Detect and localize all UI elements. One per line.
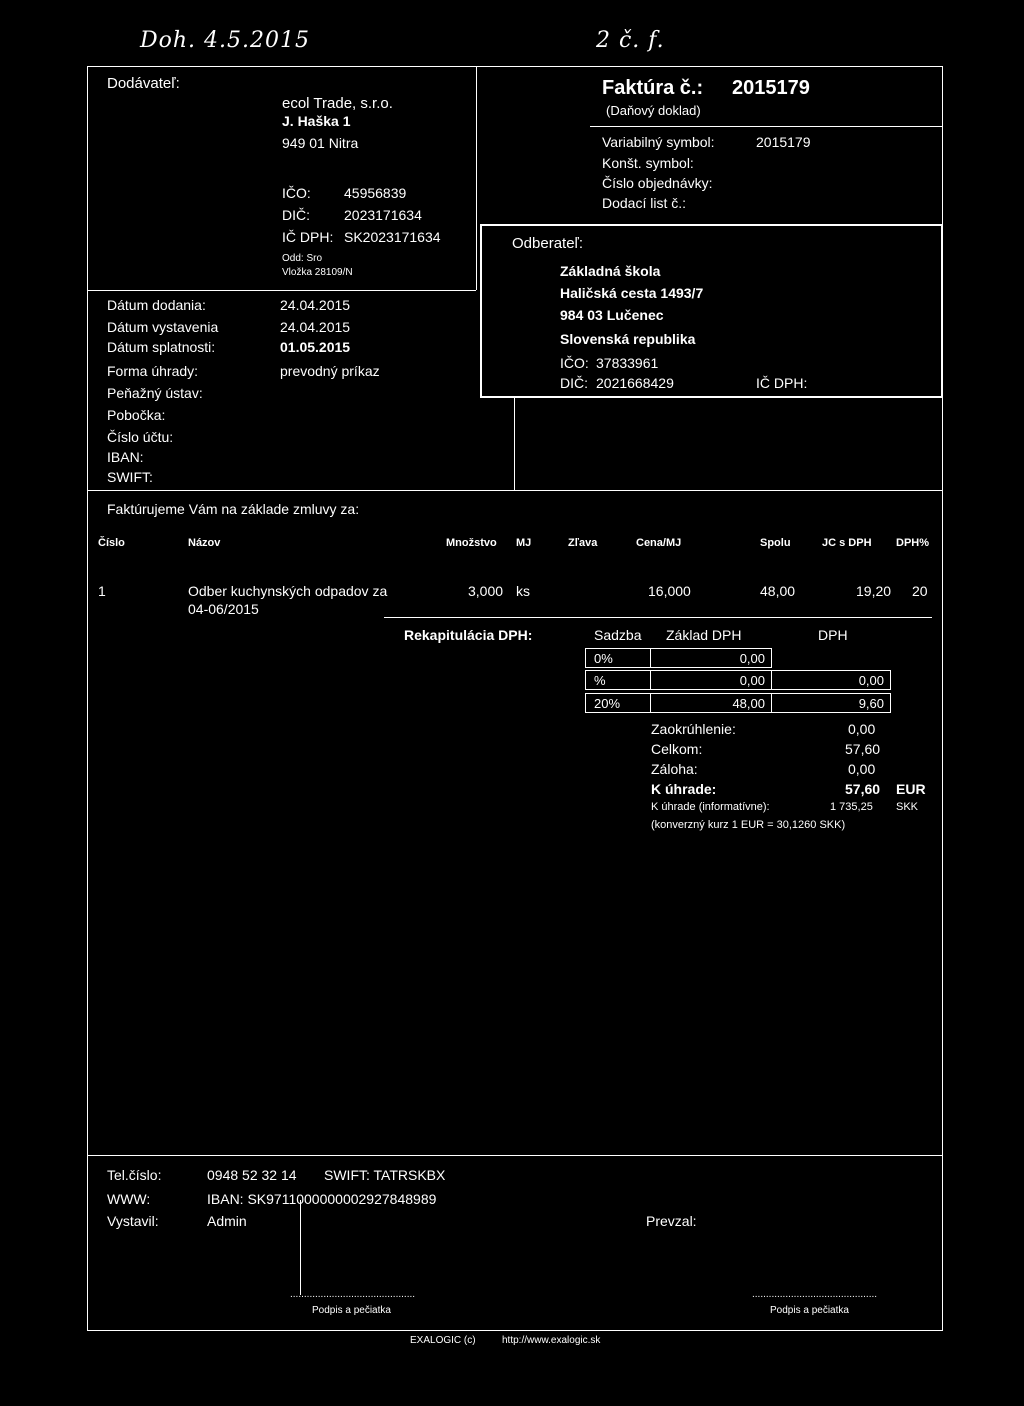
intro-text: Faktúrujeme Vám na základe zmluvy za: (107, 501, 360, 517)
due-date-label: Dátum splatnosti: (107, 339, 216, 355)
rounding-label: Zaokrúhlenie: (651, 721, 736, 737)
supplier-street: J. Haška 1 (282, 113, 351, 129)
software-company: EXALOGIC (c) (410, 1335, 476, 1346)
vs-label: Variabilný symbol: (602, 134, 715, 150)
recap-rate-cell (585, 648, 651, 668)
row-vat-pct: 20 (912, 583, 928, 599)
customer-city: 984 03 Lučenec (560, 307, 664, 323)
rounding-value: 0,00 (848, 721, 876, 737)
issued-by-label: Vystavil: (107, 1213, 159, 1229)
phone-value: 0948 52 32 14 (207, 1167, 297, 1183)
row-name-line2: 04-06/2015 (188, 601, 259, 617)
issue-date: 24.04.2015 (280, 319, 351, 335)
customer-street: Haličská cesta 1493/7 (560, 285, 704, 301)
customer-ico: 37833961 (596, 355, 659, 371)
amount-due-currency: EUR (896, 781, 926, 797)
deposit-label: Záloha: (651, 761, 698, 777)
customer-ico-label: IČO: (560, 355, 589, 371)
recap-rate: % (594, 673, 606, 688)
ks-label: Konšt. symbol: (602, 155, 694, 171)
recap-rate-cell (585, 670, 651, 690)
account-label: Číslo účtu: (107, 429, 174, 445)
issued-by-value: Admin (207, 1213, 247, 1229)
delivery-date-label: Dátum dodania: (107, 297, 206, 313)
customer-name: Základná škola (560, 263, 661, 279)
handwritten-note-left: Doh. 4.5.2015 (140, 28, 311, 53)
conversion-rate-note: (konverzný kurz 1 EUR = 30,1260 SKK) (651, 819, 846, 831)
recap-col-vat: DPH (818, 627, 848, 643)
order-label: Číslo objednávky: (602, 175, 713, 191)
recap-rate: 0% (594, 651, 613, 666)
bank-label: Peňažný ústav: (107, 385, 203, 401)
recap-rate: 20% (594, 696, 621, 711)
col-header-quantity: Množstvo (446, 537, 497, 549)
row-unit: ks (516, 583, 530, 599)
recap-col-base: Základ DPH (666, 627, 742, 643)
col-header-discount: Zľava (568, 537, 598, 549)
supplier-city: 949 01 Nitra (282, 135, 359, 151)
recap-vat: 0,00 (858, 673, 884, 688)
col-header-jc-vat: JC s DPH (822, 537, 872, 549)
recap-rate-cell (585, 693, 651, 713)
recap-base-cell (650, 693, 772, 713)
divider-left (88, 290, 476, 291)
recap-label: Rekapitulácia DPH: (404, 627, 533, 643)
swift-label: SWIFT: (107, 469, 153, 485)
row-number: 1 (98, 583, 106, 599)
recap-col-rate: Sadzba (594, 627, 642, 643)
supplier-register-1: Odd: Sro (282, 253, 323, 264)
swift-value: SWIFT: TATRSKBX (324, 1167, 446, 1183)
supplier-name: ecol Trade, s.r.o. (282, 95, 393, 112)
supplier-dic: 2023171634 (344, 207, 422, 223)
signature-stroke (300, 1200, 301, 1295)
due-date: 01.05.2015 (280, 339, 351, 355)
divider-invoice-title (590, 126, 942, 127)
received-label: Prevzal: (646, 1213, 697, 1229)
info-due-label: K úhrade (informatívne): (651, 801, 770, 813)
row-jc-vat: 19,20 (856, 583, 892, 599)
col-header-total: Spolu (760, 537, 791, 549)
col-header-unit: MJ (516, 537, 532, 549)
recap-base-cell (650, 648, 772, 668)
customer-dic-label: DIČ: (560, 375, 588, 391)
info-due-value: 1 735,25 (830, 801, 873, 813)
signature-label-1: Podpis a pečiatka (312, 1305, 391, 1316)
divider-vertical-bottom (514, 398, 515, 491)
amount-due-value: 57,60 (845, 781, 881, 797)
customer-label: Odberateľ: (512, 235, 584, 252)
supplier-dic-label: DIČ: (282, 207, 310, 223)
invoice-title-label: Faktúra č.: (602, 77, 704, 99)
delivery-note-label: Dodací list č.: (602, 195, 687, 211)
payment-label: Forma úhrady: (107, 363, 199, 379)
signature-dots-1: ............................................. (290, 1289, 416, 1300)
total-value: 57,60 (845, 741, 881, 757)
info-due-currency: SKK (896, 801, 919, 813)
divider-header-bottom (88, 490, 943, 491)
col-header-number: Číslo (98, 537, 125, 549)
total-label: Celkom: (651, 741, 703, 757)
col-header-name: Názov (188, 537, 221, 549)
row-name-line1: Odber kuchynských odpadov za (188, 583, 388, 599)
payment-method: prevodný príkaz (280, 363, 380, 379)
recap-base-cell (650, 670, 772, 690)
row-unit-price: 16,000 (648, 583, 691, 599)
issue-date-label: Dátum vystavenia (107, 319, 219, 335)
customer-dic: 2021668429 (596, 375, 674, 391)
recap-base: 0,00 (739, 651, 765, 666)
supplier-ico-label: IČO: (282, 185, 311, 201)
software-url[interactable]: http://www.exalogic.sk (502, 1335, 601, 1346)
supplier-label: Dodávateľ: (107, 75, 180, 92)
invoice-number: 2015179 (732, 77, 810, 99)
deposit-value: 0,00 (848, 761, 876, 777)
recap-vat-cell (771, 670, 891, 690)
iban-value: IBAN: SK9711000000002927848989 (207, 1191, 437, 1207)
recap-vat-cell (771, 693, 891, 713)
recap-vat: 9,60 (858, 696, 884, 711)
row-total: 48,00 (760, 583, 796, 599)
divider-footer (88, 1155, 943, 1156)
recap-base: 0,00 (739, 673, 765, 688)
supplier-register-2: Vložka 28109/N (282, 267, 353, 278)
phone-label: Tel.číslo: (107, 1167, 162, 1183)
divider-row (384, 617, 932, 618)
divider-vertical-top (476, 66, 477, 290)
supplier-ico: 45956839 (344, 185, 407, 201)
supplier-icdph-label: IČ DPH: (282, 229, 334, 245)
invoice-subtitle: (Daňový doklad) (606, 103, 701, 118)
customer-country: Slovenská republika (560, 331, 696, 347)
vs-value: 2015179 (756, 134, 811, 150)
handwritten-note-right: 2 č. f. (596, 28, 665, 53)
signature-dots-2: ............................................. (752, 1289, 878, 1300)
signature-label-2: Podpis a pečiatka (770, 1305, 849, 1316)
supplier-icdph: SK2023171634 (344, 229, 441, 245)
branch-label: Pobočka: (107, 407, 166, 423)
row-quantity: 3,000 (468, 583, 504, 599)
recap-base: 48,00 (732, 696, 765, 711)
www-label: WWW: (107, 1191, 151, 1207)
col-header-unit-price: Cena/MJ (636, 537, 682, 549)
delivery-date: 24.04.2015 (280, 297, 351, 313)
col-header-vat-pct: DPH% (896, 537, 930, 549)
amount-due-label: K úhrade: (651, 781, 717, 797)
iban-label: IBAN: (107, 449, 144, 465)
customer-icdph-label: IČ DPH: (756, 375, 808, 391)
